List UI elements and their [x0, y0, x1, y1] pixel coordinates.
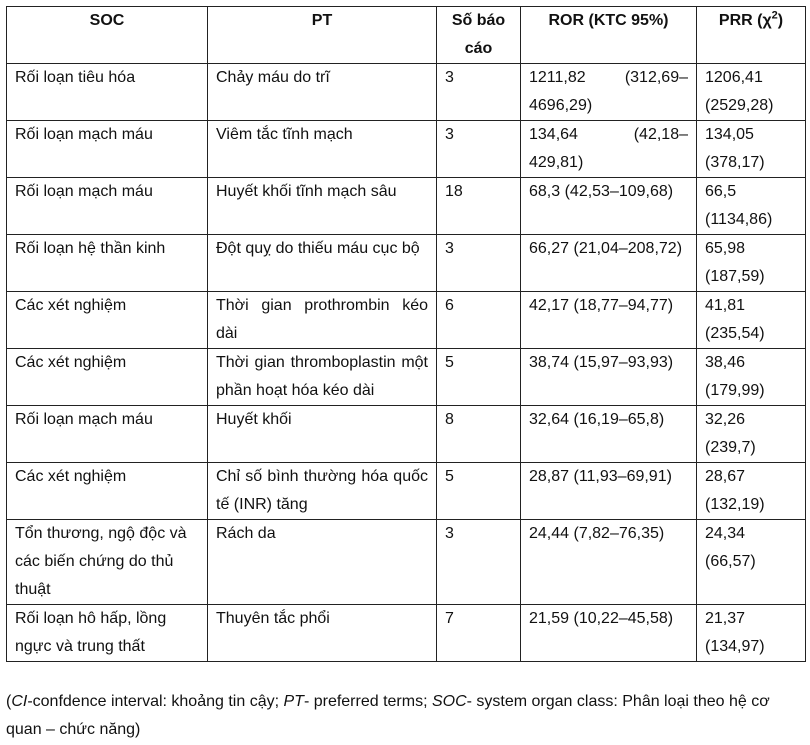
cell-ror: 134,64 (42,18–429,81) — [521, 121, 697, 178]
cell-reports: 5 — [437, 463, 521, 520]
table-row — [7, 406, 806, 463]
header-ror: ROR (KTC 95%) — [521, 7, 697, 64]
cell-reports: 3 — [437, 235, 521, 292]
cell-ror: 66,27 (21,04–208,72) — [521, 235, 697, 292]
cell-soc: Rối loạn hô hấp, lồng ngực và trung thất — [7, 605, 208, 662]
cell-reports: 3 — [437, 64, 521, 121]
cell-pt: Viêm tắc tĩnh mạch — [208, 121, 437, 178]
cell-prr: 134,05 (378,17) — [697, 121, 806, 178]
note-soc: SOC — [431, 693, 467, 710]
cell-prr: 1206,41 (2529,28) — [697, 64, 806, 121]
cell-reports: 18 — [437, 178, 521, 235]
header-prr — [697, 7, 806, 64]
table-row — [7, 121, 806, 178]
cell-soc: Các xét nghiệm — [7, 292, 208, 349]
cell-prr: 32,26 (239,7) — [697, 406, 806, 463]
table-header-row — [7, 7, 806, 64]
header-prr-sup: 2 — [771, 9, 778, 22]
table-footnote — [6, 688, 796, 744]
note-soc-text: - system organ class: Phân loại theo hệ cơ quan – chức năng) — [6, 693, 770, 738]
cell-reports: 3 — [437, 520, 521, 605]
table-row — [7, 235, 806, 292]
cell-ror: 42,17 (18,77–94,77) — [521, 292, 697, 349]
cell-prr: 28,67 (132,19) — [697, 463, 806, 520]
cell-soc: Rối loạn mạch máu — [7, 178, 208, 235]
table-row — [7, 520, 806, 605]
cell-ror: 28,87 (11,93–69,91) — [521, 463, 697, 520]
cell-reports: 8 — [437, 406, 521, 463]
cell-reports: 5 — [437, 349, 521, 406]
cell-prr: 21,37 (134,97) — [697, 605, 806, 662]
header-soc: SOC — [7, 7, 208, 64]
cell-soc: Tổn thương, ngộ độc và các biến chứng do thủ thuật — [7, 520, 208, 605]
cell-prr: 41,81 (235,54) — [697, 292, 806, 349]
cell-pt: Huyết khối tĩnh mạch sâu — [208, 178, 437, 235]
cell-pt: Chỉ số bình thường hóa quốc tế (INR) tăng — [208, 463, 437, 520]
cell-soc: Rối loạn mạch máu — [7, 121, 208, 178]
table-row — [7, 178, 806, 235]
header-prr-base: PRR (χ — [718, 12, 772, 29]
cell-soc: Các xét nghiệm — [7, 463, 208, 520]
cell-pt: Đột quỵ do thiếu máu cục bộ — [208, 235, 437, 292]
table-row — [7, 349, 806, 406]
cell-soc: Rối loạn tiêu hóa — [7, 64, 208, 121]
header-reports: Số báo cáo — [437, 7, 521, 64]
note-ci-text: -confdence interval: khoảng tin cậy; — [27, 693, 284, 710]
cell-reports: 3 — [437, 121, 521, 178]
cell-reports: 7 — [437, 605, 521, 662]
cell-prr: 24,34 (66,57) — [697, 520, 806, 605]
header-pt: PT — [208, 7, 437, 64]
cell-ror: 24,44 (7,82–76,35) — [521, 520, 697, 605]
cell-prr: 65,98 (187,59) — [697, 235, 806, 292]
cell-pt: Chảy máu do trĩ — [208, 64, 437, 121]
header-prr-end: ) — [777, 12, 784, 29]
cell-pt: Thuyên tắc phổi — [208, 605, 437, 662]
cell-pt: Huyết khối — [208, 406, 437, 463]
table-row — [7, 292, 806, 349]
cell-ror: 21,59 (10,22–45,58) — [521, 605, 697, 662]
note-open: ( — [6, 693, 12, 710]
cell-ror: 38,74 (15,97–93,93) — [521, 349, 697, 406]
cell-ror: 32,64 (16,19–65,8) — [521, 406, 697, 463]
note-pt-text: - preferred terms; — [303, 693, 432, 710]
table-row — [7, 605, 806, 662]
cell-prr: 66,5 (1134,86) — [697, 178, 806, 235]
cell-pt: Rách da — [208, 520, 437, 605]
cell-pt: Thời gian thromboplastin một phần hoạt hóa kéo dài — [208, 349, 437, 406]
cell-soc: Rối loạn mạch máu — [7, 406, 208, 463]
signal-table — [6, 6, 806, 662]
cell-pt: Thời gian prothrombin kéo dài — [208, 292, 437, 349]
table-row — [7, 463, 806, 520]
cell-prr: 38,46 (179,99) — [697, 349, 806, 406]
cell-soc: Rối loạn hệ thần kinh — [7, 235, 208, 292]
cell-reports: 6 — [437, 292, 521, 349]
note-pt: PT — [283, 693, 304, 710]
cell-ror: 68,3 (42,53–109,68) — [521, 178, 697, 235]
cell-ror: 1211,82 (312,69–4696,29) — [521, 64, 697, 121]
cell-soc: Các xét nghiệm — [7, 349, 208, 406]
note-ci: CI — [11, 693, 28, 710]
table-row — [7, 64, 806, 121]
